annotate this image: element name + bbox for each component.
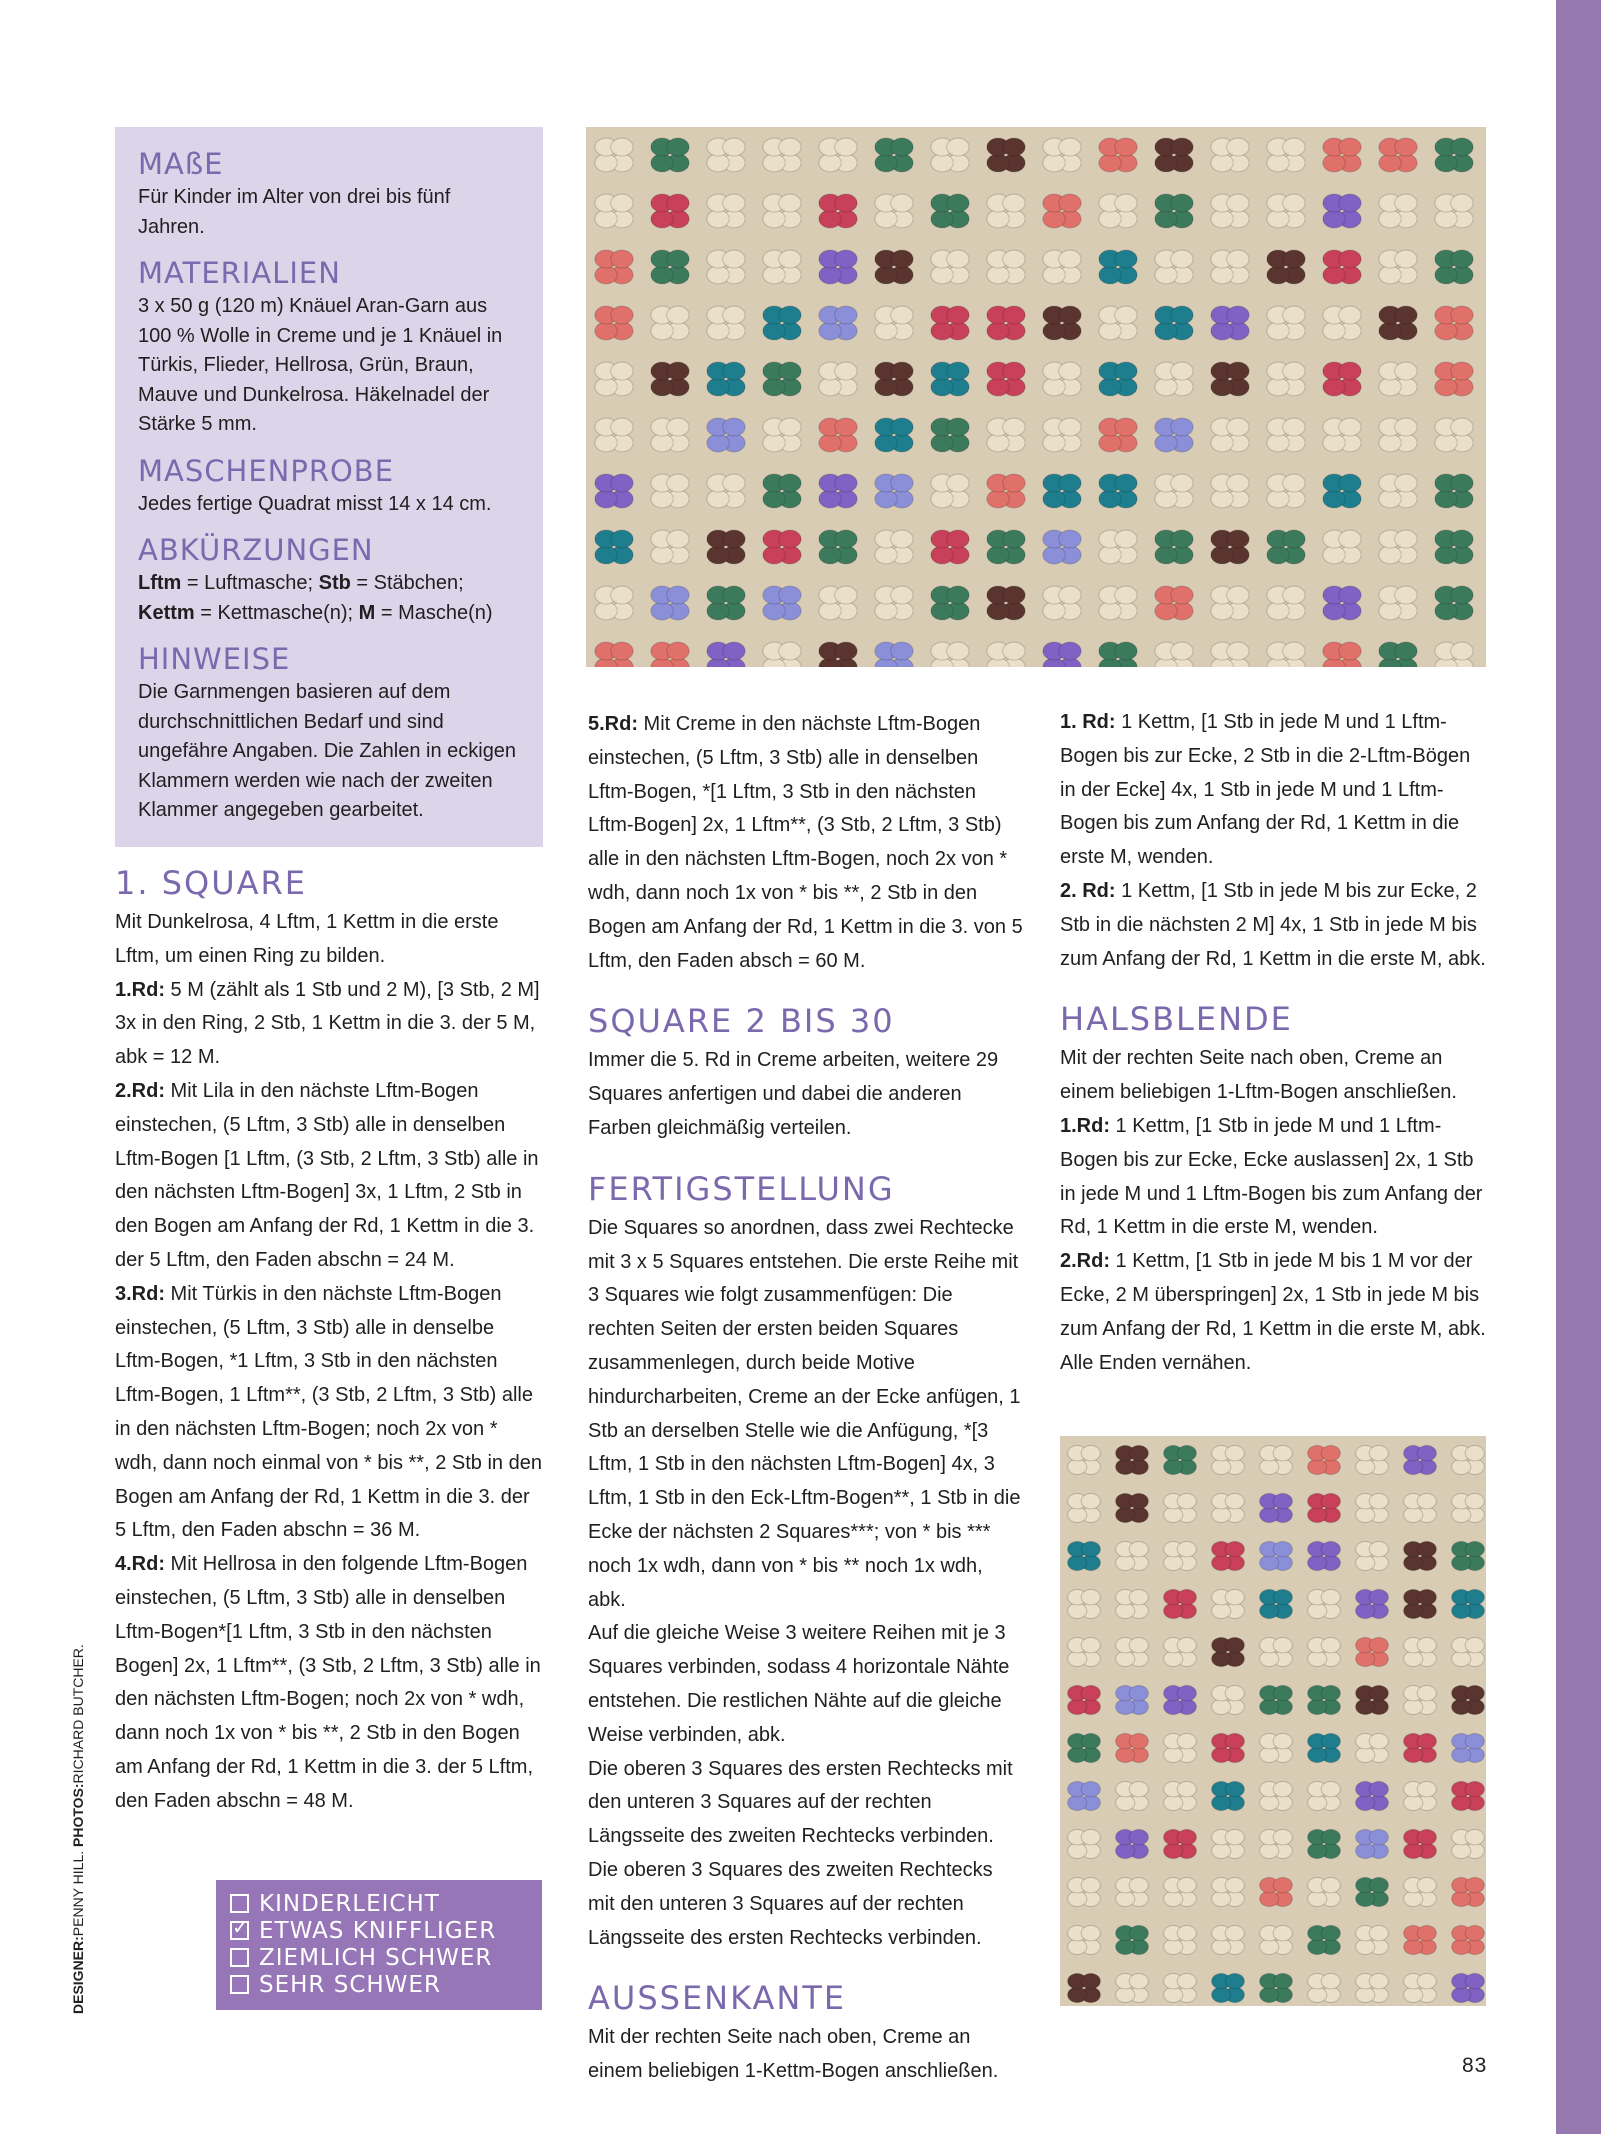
difficulty-label: ETWAS KNIFFLIGER <box>259 1917 497 1944</box>
stitch-cluster <box>931 642 969 667</box>
fertigstellung-p3: Die oberen 3 Squares des ersten Rechtecks mit den unteren 3 Squares auf der rechten Längsseite des zweiten Rechtecks verbinden. Die oberen 3 Squares des zweiten Rechtecks mit den unteren 3 Squares auf der rechten Längsseite des ersten Rechtecks verbinden. <box>588 1757 1013 1949</box>
round-text: 5 M (zählt als 1 Stb und 2 M), [3 Stb, 2 M] 3x in den Ring, 2 Stb, 1 Kettm in die 3. der 5 M, abk = 12 M. <box>115 978 540 1069</box>
round-label: 1.Rd: <box>1060 1114 1110 1137</box>
round-text: Mit Creme in den nächste Lftm-Bogen einstechen, (5 Lftm, 3 Stb) alle in denselben Lftm-Bogen, *[1 Lftm, 3 Stb in den nächsten Lftm-Bogen] 2x, 1 Lftm**, (3 Stb, 2 Lftm, 3 Stb) alle in den nächsten Lftm-Bogen, noch 2x von * wdh, dann noch 1x von * bis **, 2 Stb in den Bogen am Anfang der Rd, 1 Kettm in die 3. von 5 Lftm, den Faden absch = 60 M. <box>588 713 1023 972</box>
halsblende-round-1 <box>1060 1110 1490 1245</box>
halsblende-outro: Alle Enden vernähen. <box>1060 1351 1252 1374</box>
stitch-cluster <box>1267 642 1305 667</box>
halsblende-intro: Mit der rechten Seite nach oben, Creme an einem beliebigen 1-Lftm-Bogen anschließen. <box>1060 1047 1457 1104</box>
stitch-cluster <box>1043 642 1081 667</box>
page-number: 83 <box>1462 2054 1488 2077</box>
maschenprobe-heading: MASCHENPROBE <box>138 453 395 488</box>
stitch-cluster <box>1211 642 1249 667</box>
checkbox-checked-icon <box>230 1921 249 1940</box>
masse-text: Für Kinder im Alter von drei bis fünf Jahren. <box>138 186 451 238</box>
column-3 <box>1060 706 1490 1380</box>
abk-term: M <box>358 601 376 624</box>
fertigstellung-p2: Auf die gleiche Weise 3 weitere Reihen mit je 3 Squares verbinden, sodass 4 horizontale Nähte entstehen. Die restlichen Nähte auf die gleiche Weise verbinden, abk. <box>588 1622 1010 1746</box>
aussenkante-round-1 <box>1060 706 1490 875</box>
halsblende-heading: HALSBLENDE <box>1060 1000 1293 1039</box>
round-text: 1 Kettm, [1 Stb in jede M bis 1 M vor der Ecke, 2 M überspringen] 2x, 1 Stb in jede M bis zum Anfang der Rd, 1 Kettm in die erste M, abk. <box>1060 1250 1486 1340</box>
halsblende-round-2 <box>1060 1245 1490 1346</box>
stitch-cluster <box>651 642 689 667</box>
round-label: 2.Rd: <box>115 1079 165 1102</box>
stitch-cluster <box>707 642 745 667</box>
square1-round-1 <box>115 974 545 1075</box>
round-text: Mit Türkis in den nächste Lftm-Bogen einstechen, (5 Lftm, 3 Stb) alle in denselbe Lftm-Bogen, *1 Lftm, 3 Stb in den nächsten Lftm-Bogen, 1 Lftm**, (3 Stb, 2 Lftm, 3 Stb) alle in den nächsten Lftm-Bogen; noch 2x von * wdh, dann noch einmal von * bis **, 2 Stb in den Bogen am Anfang der Rd, 1 Kettm in die 3. der 5 Lftm, den Faden abschn = 36 M. <box>115 1282 542 1542</box>
abkuerzungen-heading: ABKÜRZUNGEN <box>138 533 374 567</box>
stitch-cluster <box>819 642 857 667</box>
stitch-cluster <box>763 642 801 667</box>
stitch-cluster <box>1435 642 1473 667</box>
round-text: 1 Kettm, [1 Stb in jede M bis zur Ecke, 2 Stb in die nächsten 2 M] 4x, 1 Stb in jede M bis zum Anfang der Rd, 1 Kettm in die erste M, abk. <box>1060 879 1486 970</box>
round-label: 4.Rd: <box>115 1553 165 1576</box>
stitch-cluster <box>1099 642 1137 667</box>
checkbox-icon <box>230 1948 249 1967</box>
credit-value: RICHARD BUTCHER. <box>70 1644 86 1784</box>
side-color-strip <box>1556 0 1601 2134</box>
square1-round-5 <box>588 708 1024 978</box>
square1-round-3 <box>115 1278 545 1548</box>
stitch-cluster <box>1379 642 1417 667</box>
round-text: Mit Lila in den nächste Lftm-Bogen einstechen, (5 Lftm, 3 Stb) alle in denselben Lftm-Bogen [1 Lftm, (3 Stb, 2 Lftm, 3 Stb) alle in den nächsten Lftm-Bogen] 3x, 1 Lftm, 2 Stb in den Bogen am Anfang der Rd, 1 Kettm in die 3. der 5 Lftm, den Faden abschn = 24 M. <box>115 1079 539 1271</box>
abk-term: Stb <box>318 572 351 594</box>
abk-term: Kettm <box>138 601 195 624</box>
stitch-cluster <box>987 642 1025 667</box>
checkbox-icon <box>230 1975 249 1994</box>
stitch-cluster <box>1155 642 1193 667</box>
stitch-cluster <box>875 642 913 667</box>
round-text: 1 Kettm, [1 Stb in jede M und 1 Lftm-Bogen bis zur Ecke, Ecke auslassen] 2x, 1 Stb in jede M und 1 Lftm-Bogen bis zum Anfang der Rd, 1 Kettm in die erste M, wenden. <box>1060 1114 1483 1239</box>
round-label: 2. Rd: <box>1060 879 1116 902</box>
fertigstellung-heading: FERTIGSTELLUNG <box>588 1169 895 1208</box>
stitch-cluster <box>1323 642 1361 667</box>
crochet-photo-bottom-graphic <box>1060 1436 1486 2006</box>
round-text: 1 Kettm, [1 Stb in jede M und 1 Lftm-Bogen bis zur Ecke, 2 Stb in die 2-Lftm-Bögen in der Ecke] 4x, 1 Stb in jede M und 1 Lftm-Bogen bis zum Anfang der Rd, 1 Kettm in die erste M, wenden. <box>1060 711 1471 869</box>
credit-value: PENNY HILL. <box>70 1850 86 1937</box>
aussenkante-heading: AUSSENKANTE <box>588 1979 847 2018</box>
crochet-photo-top-graphic <box>586 127 1486 667</box>
abk-def: = Masche(n) <box>375 601 493 624</box>
crochet-photo-top <box>586 127 1486 667</box>
square1-heading: 1. SQUARE <box>115 864 307 902</box>
credit-label: DESIGNER: <box>70 1936 86 2014</box>
round-label: 5.Rd: <box>588 713 638 735</box>
round-text: Mit Hellrosa in den folgende Lftm-Bogen einstechen, (5 Lftm, 3 Stb) alle in denselben Lftm-Bogen*[1 Lftm, 3 Stb in den nächsten Bogen] 2x, 1 Lftm**, (3 Stb, 2 Lftm, 3 Stb) alle in den nächsten Lftm-Bogen; noch 2x von * wdh, dann noch 1x von * bis **, 2 Stb in den Bogen am Anfang der Rd, 1 Kettm in die 3. der 5 Lftm, den Faden abschn = 48 M. <box>115 1553 541 1812</box>
crochet-photo-bottom <box>1060 1436 1486 2006</box>
square2-30-heading: SQUARE 2 BIS 30 <box>588 1002 895 1041</box>
maschenprobe-text: Jedes fertige Quadrat misst 14 x 14 cm. <box>138 492 492 515</box>
checkbox-icon <box>230 1894 249 1913</box>
difficulty-label: ZIEMLICH SCHWER <box>259 1944 493 1971</box>
abk-def: = Stäbchen; <box>350 572 464 594</box>
column-1 <box>115 862 545 1819</box>
materialien-heading: MATERIALIEN <box>138 256 341 290</box>
square1-round-4 <box>115 1548 545 1818</box>
info-box <box>115 127 543 847</box>
difficulty-option <box>230 1944 542 1971</box>
square2-30-text: Immer die 5. Rd in Creme arbeiten, weitere 29 Squares anfertigen und dabei die anderen Farben gleichmäßig verteilen. <box>588 1049 999 1139</box>
round-label: 2.Rd: <box>1060 1250 1110 1273</box>
square1-round-2 <box>115 1075 545 1278</box>
abk-def: = Luftmasche; <box>181 572 319 594</box>
round-label: 1.Rd: <box>115 978 165 1001</box>
difficulty-option <box>230 1917 542 1944</box>
column-2 <box>588 708 1024 2089</box>
abkuerzungen-text <box>138 569 521 628</box>
materialien-text: 3 x 50 g (120 m) Knäuel Aran-Garn aus 100 % Wolle in Creme und je 1 Knäuel in Türkis, Flieder, Hellrosa, Grün, Braun, Mauve und Dunkelrosa. Häkelnadel der Stärke 5 mm. <box>138 295 503 435</box>
hinweise-text: Die Garnmengen basieren auf dem durchschnittlichen Bedarf und sind ungefähre Angaben. Die Zahlen in eckigen Klammern werden wie nach der zweiten Klammer angegeben gearbeitet. <box>138 681 517 821</box>
round-label: 1. Rd: <box>1060 711 1116 733</box>
fertigstellung-p1: Die Squares so anordnen, dass zwei Rechtecke mit 3 x 5 Squares entstehen. Die erste Reihe mit 3 Squares wie folgt zusammenfügen: Die rechten Seiten der ersten beiden Squares zusammenlegen, durch beide Motive hindurcharbeiten, Creme an der Ecke anfügen, 1 Stb an derselben Stelle wie die Anfügung, *[3 Lftm, 1 Stb in den nächsten Lftm-Bogen] 4x, 3 Lftm, 1 Stb in den Eck-Lftm-Bogen**, 1 Stb in die Ecke der nächsten 2 Squares***; von * bis *** noch 1x wdh, dann von * bis ** noch 1x wdh, abk. <box>588 1216 1021 1611</box>
round-label: 3.Rd: <box>115 1282 165 1305</box>
credit-label: PHOTOS: <box>70 1783 86 1847</box>
masse-heading: MAßE <box>138 147 224 181</box>
square1-intro: Mit Dunkelrosa, 4 Lftm, 1 Kettm in die erste Lftm, um einen Ring zu bilden. <box>115 911 499 967</box>
difficulty-box <box>216 1880 542 2010</box>
photo-credit <box>70 1644 86 2014</box>
aussenkante-round-2 <box>1060 875 1490 976</box>
difficulty-label: SEHR SCHWER <box>259 1971 441 1998</box>
difficulty-label: KINDERLEICHT <box>259 1890 440 1917</box>
abk-term: Lftm <box>138 572 182 594</box>
difficulty-option <box>230 1971 542 1998</box>
difficulty-option <box>230 1890 542 1917</box>
aussenkante-intro: Mit der rechten Seite nach oben, Creme an einem beliebigen 1-Kettm-Bogen anschließen. <box>588 2026 999 2083</box>
abk-def: = Kettmasche(n); <box>194 601 359 624</box>
hinweise-heading: HINWEISE <box>138 642 291 676</box>
stitch-cluster <box>595 642 633 667</box>
